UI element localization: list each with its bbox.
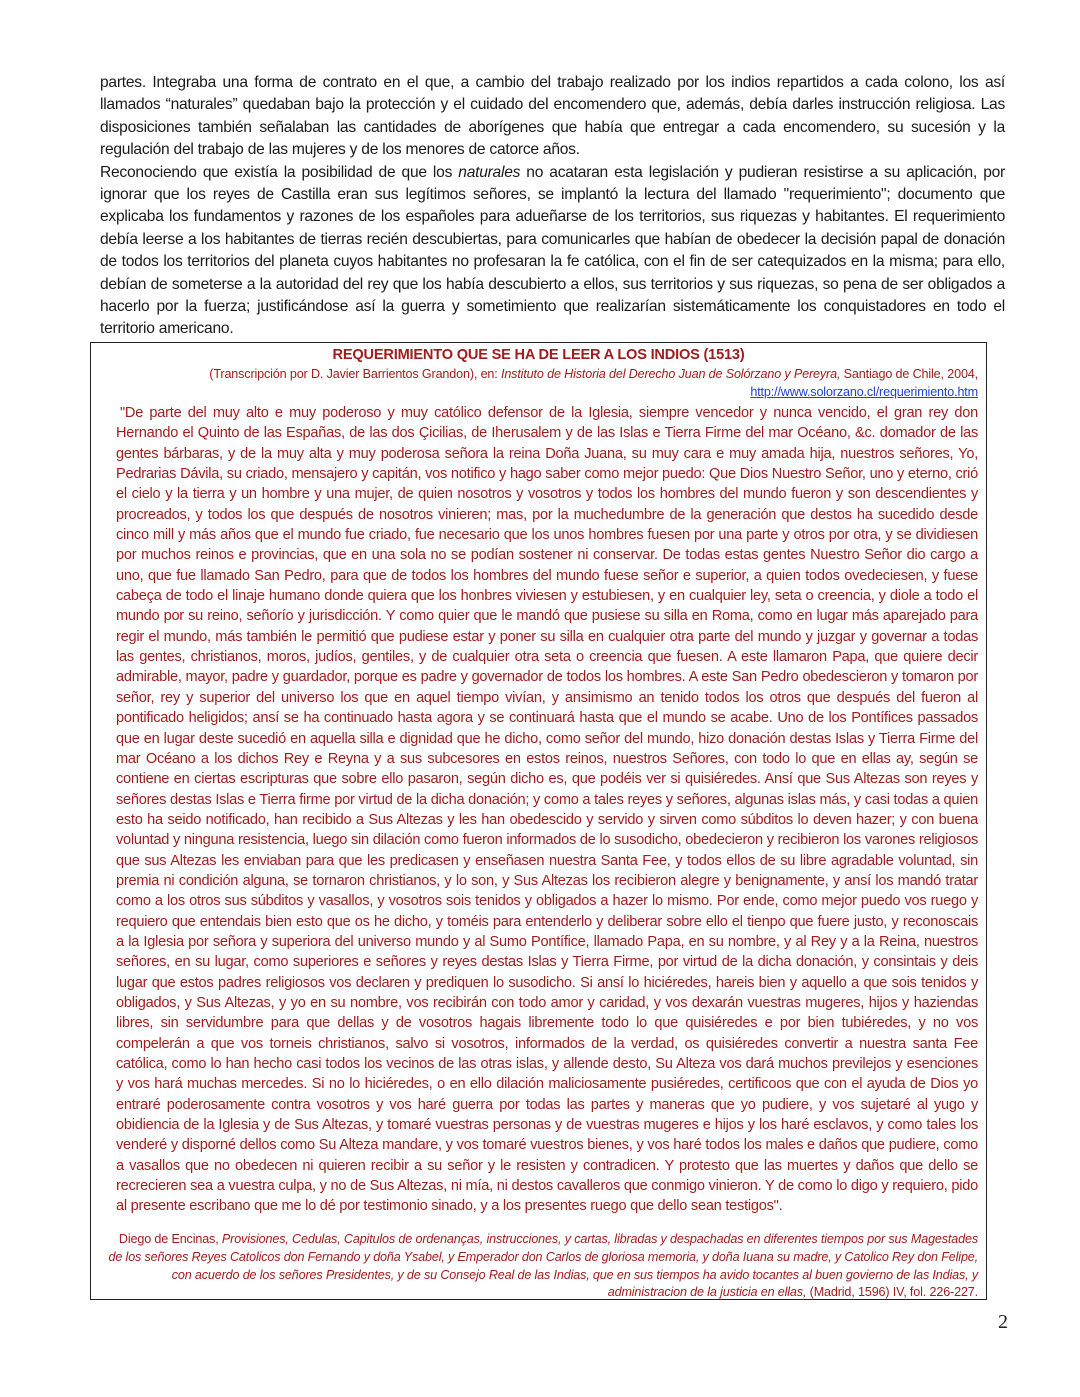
paragraph-requerimiento-rest: no acataran esta legislación y pudieran resistirse a su aplicación, por ignorar que los reyes de Castilla eran sus legítimos señores, se implantó la lectura del llamado "requerimiento"; documento que explicaba los fundamentos y razones de los españoles para adueñarse de los territorios, sus riquezas y habitantes. El requerimiento debía leerse a los habitantes de tierras recién descubiertas, para comunicarles que habían de obedecer la decisión papal de donación de todos los territorios del planeta cuyos habitantes no profesaran la fe católica, con el fin de ser catequizados en la misma; para ello, debían de someterse a la autoridad del rey que los había descubierto a ellos, sus territorios y sus riquezas, so pena de ser obligados a hacerlo por la fuerza; justificándose así la guerra y sometimiento que realizarían sistemáticamente los conquistadores en todo el territorio americano. xyxy=(100,163,1005,338)
box-title: REQUERIMIENTO QUE SE HA DE LEER A LOS INDIOS (1513) xyxy=(332,347,745,363)
requerimiento-quote: "De parte del muy alto e muy poderoso y muy católico defensor de la Iglesia, siempre vencedor y nunca vencido, el gran rey don Hernando el Quinto de las Españas, de las dos Çicilias, de Iherusalem y de las Islas e Tierra Firme del mar Océano, &c. domador de las gentes bárbaras, y de la muy alta y muy poderosa señora la reina Doña Juana, su muy cara e muy amada hija, nuestros señores, Yo, Pedrarias Dávila, su criado, mensajero y capitán, vos notifico y hago saber como mejor puedo: Que Dios Nuestro Señor, uno y eterno, crió el cielo y la tierra y un hombre y una mujer, de quien nosotros y vosotros y todos los hombres del mundo fueron y son descendientes y procreados, y todos los que después de nosotros vinieren; mas, por la muchedumbre de la generación que destos ha sucedido desde cinco mill y más años que el mundo fue criado, fue necesario que los unos hombres fuesen por una parte y otros por otra, y se dividiesen por muchos reinos e provincias, que en una sola no se podían sostener ni conservar. De todas estas gentes Nuestro Señor dio cargo a uno, que fue llamado San Pedro, para que de todos los hombres del mundo fuese señor e superior, a quien todos ovedeciesen, y fuese cabeça de todo el linaje humano donde quiera que los honbres viviesen y estubiesen, y en cualquier ley, seta o creencia, y diole a todo el mundo por su reino, señorío y jurisdicción. Y como quier que le mandó que pusiese su silla en Roma, como en lugar más aparejado para regir el mundo, más también le permitió que pudiese estar y poner su silla en cualquier otra parte del mundo y juzgar y governar a todas las gentes, christianos, moros, judíos, gentiles, y de cualquier otra seta o creencia que fuesen. A este llamaron Papa, que quiere decir admirable, mayor, padre y guardador, porque es padre y governador de todos los hombres. A este San Pedro obedescieron y tomaron por señor, rey y superior del universo los que en aquel tiempo vivían, y ansimismo an tenido todos los otros que después del fueron al pontificado heligidos; ansí se ha continuado hasta agora y se continuará hasta que el mundo se acabe. Uno de los Pontífices passados que en lugar deste sucedió en aquella silla e dignidad que he dicho, como señor del mundo, hizo donación destas Islas y Tierra Firme del mar Océano a los dichos Rey e Reyna y a sus subcesores en estos reinos, nuestros Señores, con todo lo que en ellas ay, según se contiene en ciertas escripturas que sobre ello pasaron, según dicho es, que podéis ver si quisiéredes. Ansí que Sus Altezas son reyes y señores destas Islas e Tierra firme por virtud de la dicha donación; y como a tales reyes y señores, algunas islas más, y casi todas a quien esto ha seido notificado, han recibido a Sus Altezas y les han obedescido y servido y sirven como súbditos lo deven hazer; y con buena voluntad y ninguna resistencia, luego sin dilación como fueron informados de lo susodicho, obedecieron y recibieron los varones religiosos que sus Altezas les enviaban para que les predicasen y enseñasen nuestra Santa Fee, y todos ellos de su libre agradable voluntad, sin premia ni condición alguna, se tornaron christianos, y lo son, y Sus Altezas los recibieron alegre y benignamente, y ansí los mandó tratar como a los otros sus súbditos y vasallos, y vosotros sois tenidos y obligados a hazer lo mismo. Por ende, como mejor puedo vos ruego y requiero que entendais bien esto que os he dicho, y toméis para entenderlo y deliberar sobre ello el tienpo que fuere justo, y reconoscais a la Iglesia por señora y superiora del universo mundo y al Sumo Pontífice, llamado Papa, en su nombre, y al Rey y a la Reina, nuestros señores, en su lugar, como superiores e señores y reyes destas Islas y Tierra Firme, por virtud de la dicha donación, y consintais y deis lugar que estos padres religiosos vos declaren y prediquen lo susodicho. Si ansí lo hiciéredes, hareis bien y aquello a que sois tenidos y obligados, y Sus Altezas, y yo en su nombre, vos recibirán con todo amor y caridad, y vos dexarán vuestras mugeres, hijos y haziendas libres, sin servidumbre para que dellas y de vosotros hagais libremente todo lo que quisiéredes e por bien tubiéredes, y no vos compelerán a que vos torneis christianos, salvo si vosotros, informados de la verdad, os quisiéredes convertir a nuestra santa Fee católica, como lo han hecho casi todos los vecinos de las otras islas, y allende desto, Su Alteza vos dará muchos previlejos y esenciones y vos hará muchas mercedes. Si no lo hiciéredes, o en ello dilación maliciosamente pusiéredes, certificoos que con el ayuda de Dios yo entraré poderosamente contra vosotros y vos haré guerra por todas las partes y maneras que yo pudiere, y vos sujetaré al yugo y obidiencia de la Iglesia y de Sus Altezas, y tomaré vuestras personas y de vuestras mugeres e hijos y los haré esclavos, y como tales los venderé y disporné dellos como Su Alteza mandare, y vos tomaré vuestros bienes, y vos haré todos los males e daños que pudiere, como a vasallos que no obedecen ni quieren recibir a su señor y le resisten y contradicen. Y protesto que las muertes y daños que dello se recrecieren sea a vuestra culpa, y no de Sus Altezas, ni mía, ni destos cavalleros que conmigo vinieron. Y de como lo digo y requiero, pido al presente escribano que me lo dé por testimonio sinado, y a los presentes ruego que dello sean testigos". xyxy=(116,405,978,1215)
source-details: (Madrid, 1596) IV, fol. 226-227. xyxy=(806,1285,978,1300)
source-title: Provisiones, Cedulas, Capitulos de ordenanças, instrucciones, y cartas, libradas y despachadas en diferentes tiempos por sus Magestades de los señores Reyes Catolicos don Fernando y doña Ysabel, y Emperador don Carlos de gloriosa memoria, y doña Iuana su madre, y Catolico Rey don Felipe, con acuerdo de los señores Presidentes, y de su Consejo Real de las Indias, que en sus tiempos ha avido tocantes al buen govierno de las Indias, y administracion de la justicia en ellas, xyxy=(108,1232,978,1300)
source-citation xyxy=(108,1231,978,1302)
paragraph-requerimiento xyxy=(100,162,1005,341)
requerimiento-link[interactable]: http://www.solorzano.cl/requerimiento.htm xyxy=(750,385,978,399)
transcription-institute: Instituto de Historia del Derecho Juan de Solórzano y Pereyra, xyxy=(500,367,841,381)
paragraph-requerimiento-start: Reconociendo que existía la posibilidad de que los xyxy=(100,163,459,181)
italic-naturales: naturales xyxy=(458,163,521,181)
body-text xyxy=(100,72,1005,341)
source-author: Diego de Encinas, xyxy=(118,1232,222,1246)
page-number: 2 xyxy=(998,1311,1008,1333)
requerimiento-box xyxy=(90,342,987,1300)
transcription-credit xyxy=(118,365,978,401)
transcription-suffix: Santiago de Chile, 2004, xyxy=(840,367,978,381)
transcription-prefix: (Transcripción por D. Javier Barrientos Grandon), en: xyxy=(209,367,501,381)
paragraph-encomienda: partes. Integraba una forma de contrato en el que, a cambio del trabajo realizado por los indios repartidos a cada colono, los así llamados “naturales” quedaban bajo la protección y el cuidado del encomendero que, además, debía darles instrucción religiosa. Las disposiciones también señalaban las cantidades de aborígenes que había que entregar a cada encomendero, su sucesión y la regulación del trabajo de las mujeres y de los menores de catorce años. xyxy=(100,74,1005,159)
